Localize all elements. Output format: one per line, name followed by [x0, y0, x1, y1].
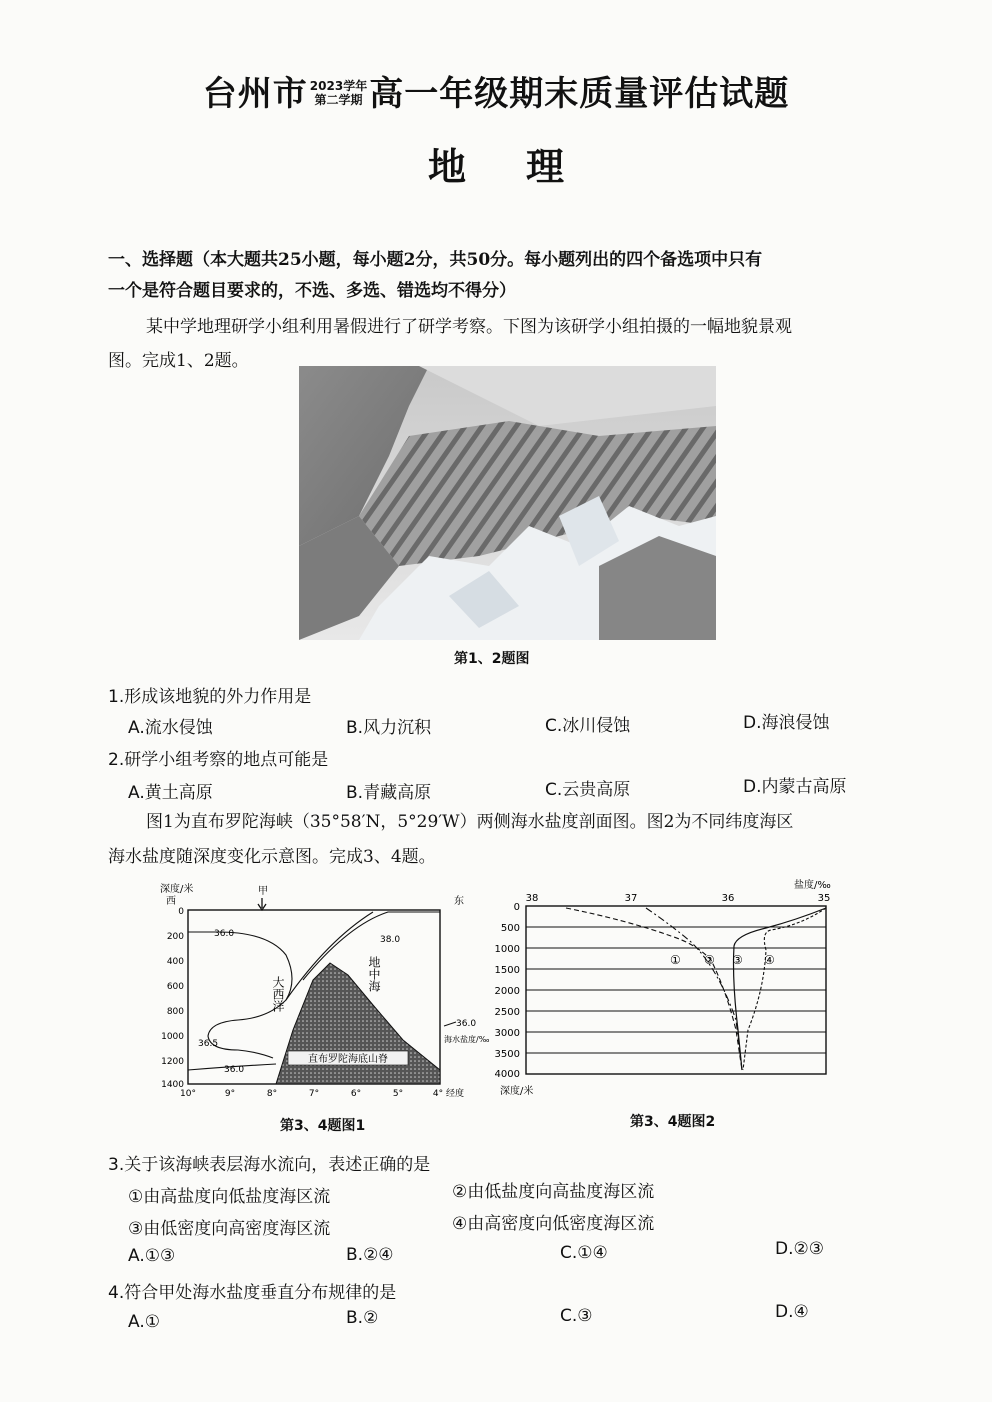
fig1-east: 东	[454, 896, 464, 907]
q1-option-a: A.流水侵蚀	[128, 718, 213, 738]
q2-option-a: A.黄土高原	[128, 783, 213, 803]
q2-option-b: B.青藏高原	[346, 783, 432, 803]
q3-stem: 3.关于该海峡表层海水流向，表述正确的是	[108, 1155, 431, 1175]
fig2-ytick-1000: 1000	[494, 944, 520, 955]
figure1-salinity-profile	[158, 880, 490, 1100]
fig1-west: 西	[166, 896, 176, 907]
intro34-line2: 海水盐度随深度变化示意图。完成3、4题。	[108, 847, 436, 867]
q3-option-d: D.②③	[775, 1239, 824, 1259]
fig2-xticks	[526, 893, 831, 904]
q4-option-b: B.②	[346, 1308, 379, 1328]
q1-option-d: D.海浪侵蚀	[743, 713, 830, 733]
q3-statement-3: ③由低密度向高密度海区流	[128, 1219, 331, 1239]
fig1-ytick-800: 800	[166, 1007, 184, 1017]
title-left: 台州市	[202, 74, 308, 114]
fig1-ylabel: 深度/米	[160, 884, 194, 895]
photo-caption: 第1、2题图	[454, 651, 530, 667]
section-heading-line1: 一、选择题（本大题共25小题，每小题2分，共50分。每小题列出的四个备选项中只有	[108, 250, 763, 270]
fig2-ytick-4000: 4000	[494, 1069, 520, 1080]
iso-label-36-5: 36.5	[198, 1039, 219, 1049]
fig1-ytick-0: 0	[178, 907, 184, 917]
fig2-ytick-0: 0	[513, 902, 520, 913]
gibraltar-ridge	[276, 963, 440, 1084]
fig2-xlabel: 盐度/‰	[794, 880, 831, 891]
fig2-ytick-3500: 3500	[494, 1049, 520, 1060]
fig1-ytick-1200: 1200	[161, 1057, 184, 1067]
glacier-photo	[299, 366, 716, 640]
q3-option-a: A.①③	[128, 1246, 176, 1266]
fig1-xtick-6: 6°	[350, 1089, 362, 1099]
figure2-caption: 第3、4题图2	[630, 1114, 716, 1130]
figure2-salinity-depth	[496, 880, 840, 1102]
fig1-xtick-9: 9°	[224, 1089, 236, 1099]
q1-option-b: B.风力沉积	[346, 718, 432, 738]
q3-option-b: B.②④	[346, 1245, 394, 1265]
year-stack	[310, 79, 367, 107]
fig2-xtick-35: 35	[817, 893, 831, 904]
fig2-ytick-3000: 3000	[494, 1028, 520, 1039]
q1-option-c: C.冰川侵蚀	[545, 716, 631, 736]
jia-marker-icon	[258, 898, 266, 910]
fig2-xtick-36: 36	[721, 893, 735, 904]
curve-label-4: ④	[764, 953, 775, 967]
fig2-ytick-2500: 2500	[494, 1007, 520, 1018]
fig1-ytick-200: 200	[166, 932, 184, 942]
figure1-caption: 第3、4题图1	[280, 1118, 366, 1134]
legend-label: 海水盐度/‰	[444, 1035, 490, 1044]
fig1-xtick-10: 10°	[180, 1089, 196, 1099]
legend-value: 36.0	[456, 1019, 477, 1029]
exam-title	[0, 66, 992, 115]
fig1-ytick-600: 600	[166, 982, 184, 992]
curve-label-1: ①	[670, 953, 681, 967]
section-heading-line2: 一个是符合题目要求的，不选、多选、错选均不得分）	[108, 281, 516, 301]
fig1-xunit: 经度	[446, 1089, 465, 1099]
fig2-ylabel: 深度/米	[500, 1086, 534, 1097]
ridge-label: 直布罗陀海底山脊	[308, 1054, 388, 1065]
fig2-gridlines	[526, 927, 826, 1053]
q2-option-d: D.内蒙古高原	[743, 777, 847, 797]
fig2-ytick-2000: 2000	[494, 986, 520, 997]
curve-4	[743, 908, 826, 1070]
fig1-xtick-7: 7°	[308, 1089, 320, 1099]
q3-statement-1: ①由高盐度向低盐度海区流	[128, 1187, 331, 1207]
fig2-ytick-500: 500	[500, 923, 520, 934]
fig1-xtick-8: 8°	[266, 1089, 278, 1099]
intro34-line1: 图1为直布罗陀海峡（35°58′N，5°29′W）两侧海水盐度剖面图。图2为不同纬度海区	[146, 812, 794, 832]
title-right: 高一年级期末质量评估试题	[369, 74, 790, 114]
mediterranean-label: 地中海	[367, 956, 381, 992]
curve-3	[734, 908, 827, 1070]
q2-stem: 2.研学小组考察的地点可能是	[108, 750, 329, 770]
fig1-ytick-1000: 1000	[161, 1032, 184, 1042]
q4-option-a: A.①	[128, 1312, 160, 1332]
fig1-xticks	[180, 1087, 464, 1099]
curve-label-3: ③	[732, 953, 743, 967]
year-bottom: 第二学期	[314, 92, 363, 107]
fig1-xtick-4: 4°	[432, 1089, 444, 1099]
fig1-ytick-1400: 1400	[161, 1080, 184, 1090]
atlantic-label: 大西洋	[271, 976, 285, 1012]
fig1-ytick-400: 400	[166, 957, 184, 967]
q4-option-d: D.④	[775, 1302, 809, 1322]
q3-statement-4: ④由高密度向低密度海区流	[452, 1214, 655, 1234]
fig2-xtick-38: 38	[525, 893, 539, 904]
q3-option-c: C.①④	[560, 1243, 608, 1263]
fig2-curve-labels	[670, 953, 775, 967]
curve-label-2: ②	[704, 953, 715, 967]
iso-label-38-0: 38.0	[380, 935, 401, 945]
q4-stem: 4.符合甲处海水盐度垂直分布规律的是	[108, 1283, 397, 1303]
subject-title: 地理	[427, 145, 624, 189]
iso-label-36-0-b: 36.0	[224, 1065, 245, 1075]
fig2-ytick-1500: 1500	[494, 965, 520, 976]
intro12-line2: 图。完成1、2题。	[108, 351, 249, 371]
year-top: 2023学年	[309, 78, 368, 93]
iso-label-36-0-a: 36.0	[214, 929, 235, 939]
fig2-yticks	[495, 902, 520, 1080]
q1-stem: 1.形成该地貌的外力作用是	[108, 687, 312, 707]
fig1-jia: 甲	[258, 886, 268, 897]
fig1-yticks	[161, 907, 184, 1090]
q4-option-c: C.③	[560, 1306, 593, 1326]
curve-1	[566, 908, 742, 1070]
q3-statement-2: ②由低盐度向高盐度海区流	[452, 1182, 655, 1202]
q2-option-c: C.云贵高原	[545, 780, 631, 800]
intro12-line1: 某中学地理研学小组利用暑假进行了研学考察。下图为该研学小组拍摄的一幅地貌景观	[146, 317, 792, 337]
fig2-xtick-37: 37	[624, 893, 638, 904]
fig1-xtick-5: 5°	[392, 1089, 404, 1099]
